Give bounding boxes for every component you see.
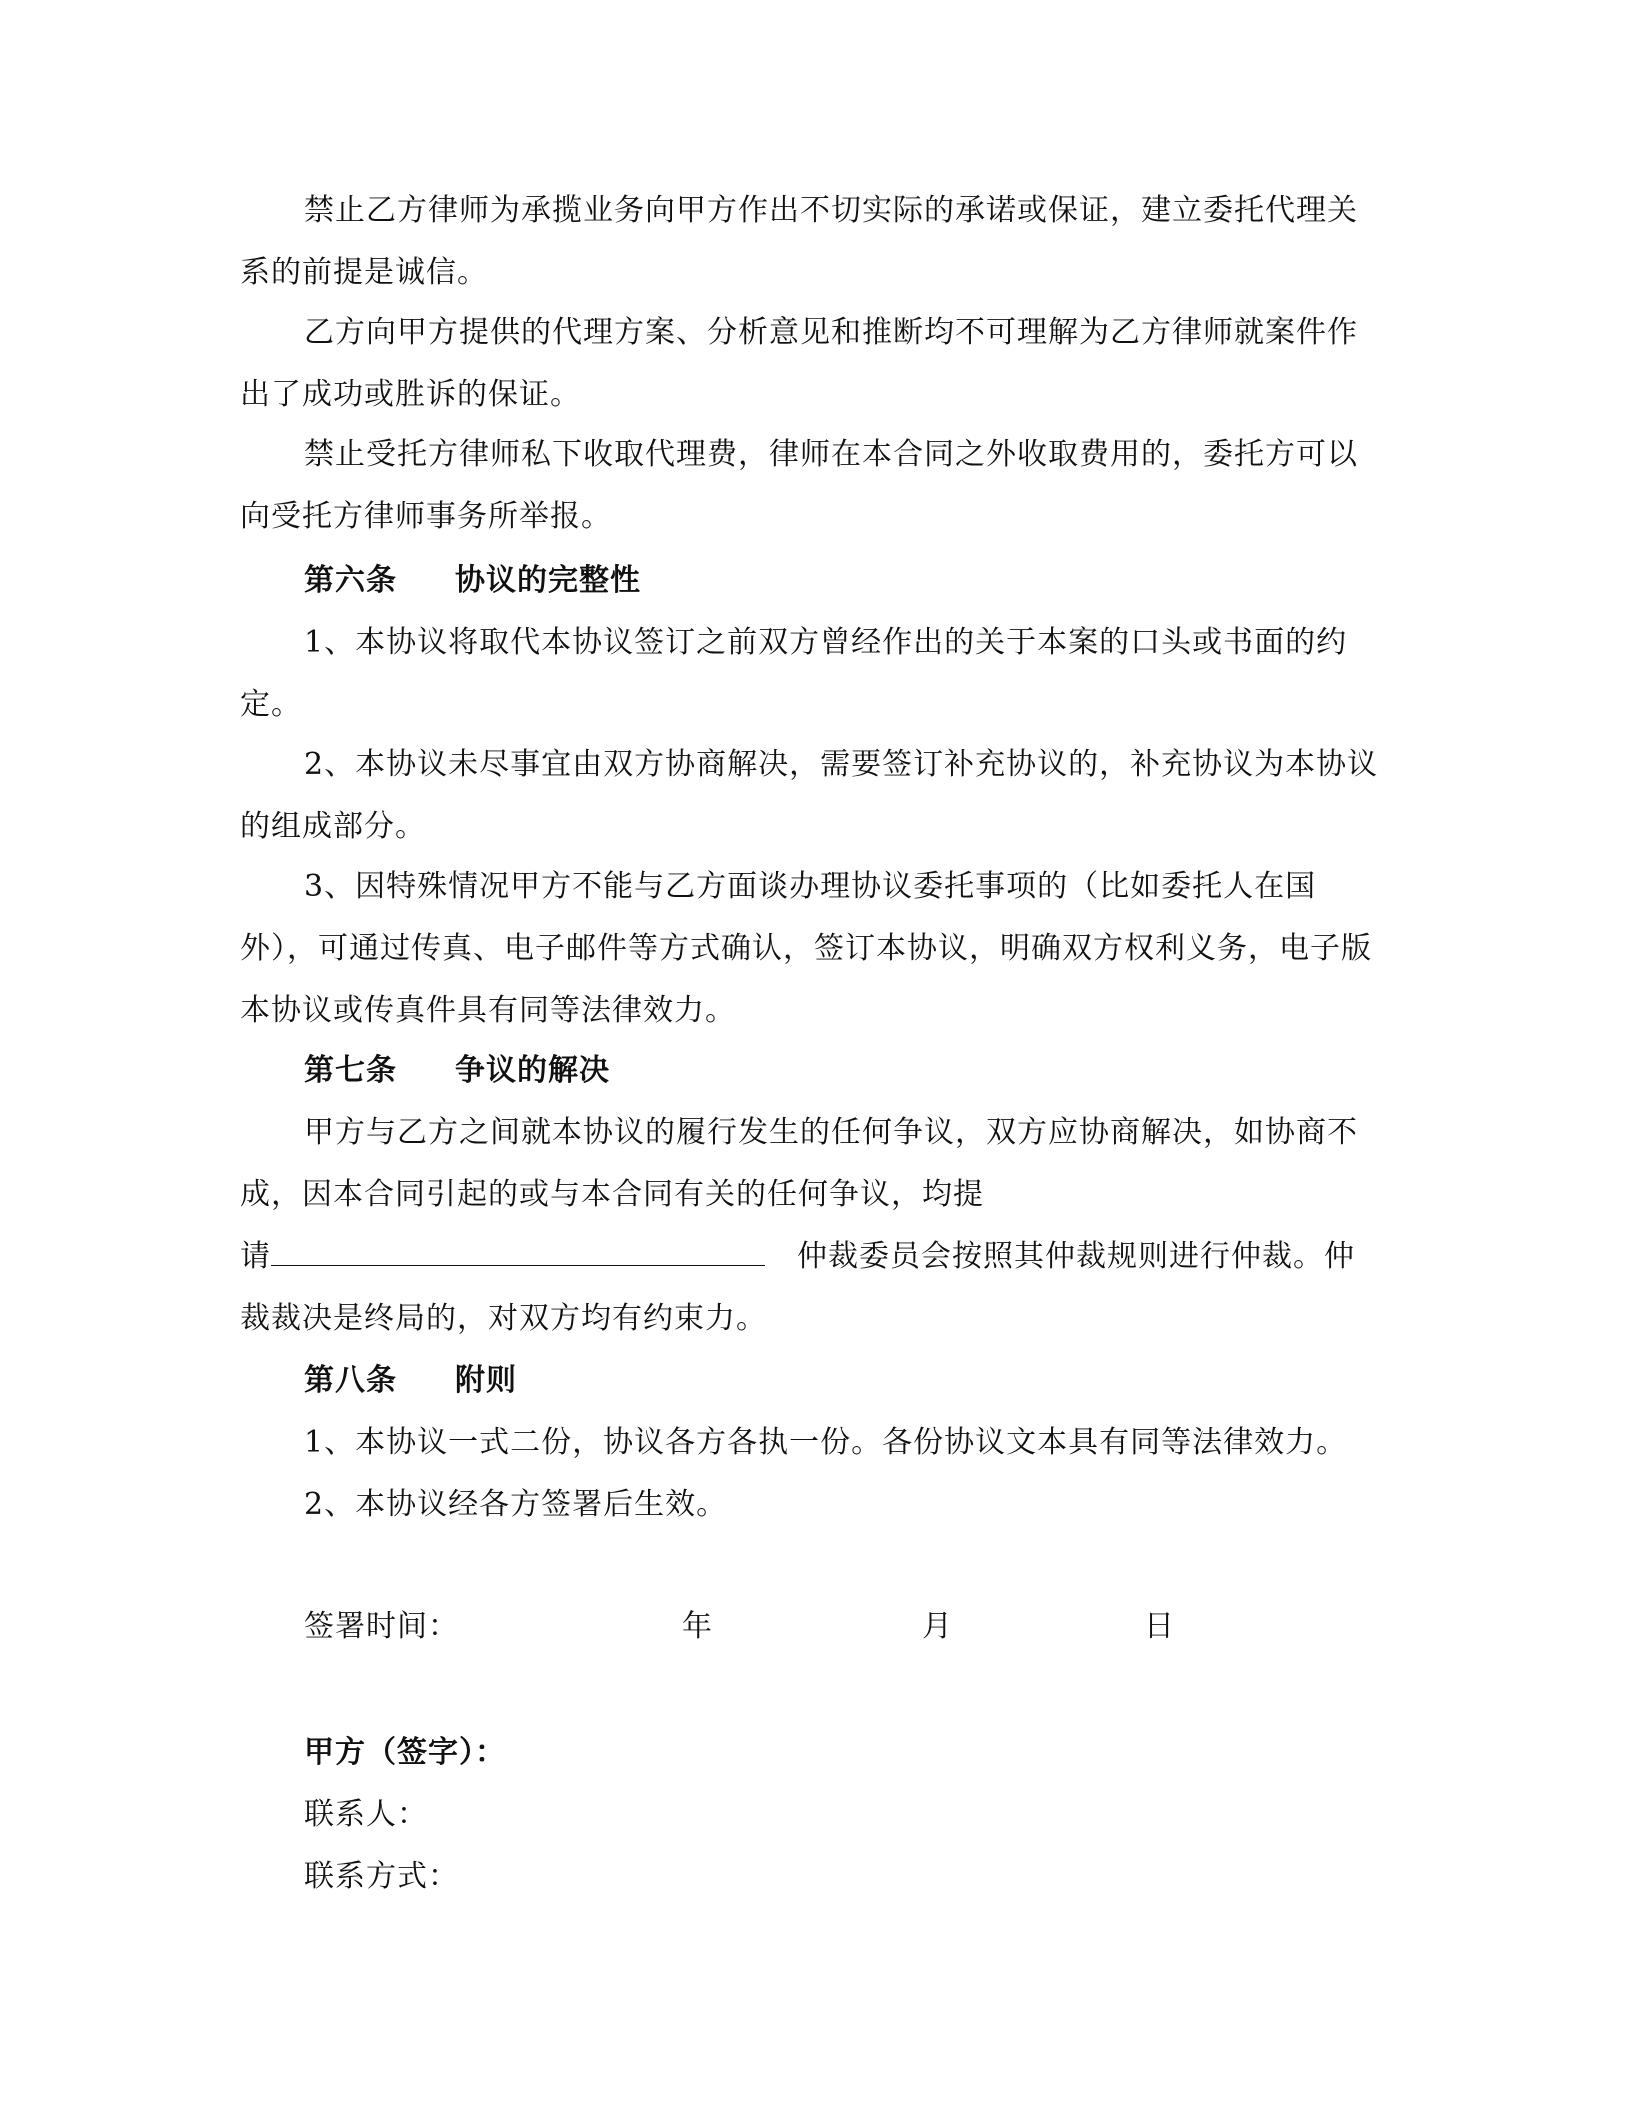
article-6-item-1: 1、本协议将取代本协议签订之前双方曾经作出的关于本案的口头或书面的约定。 (240, 625, 1348, 722)
article-7-prefix: 请 (240, 1239, 271, 1274)
article-6-item-3: 3、因特殊情况甲方不能与乙方面谈办理协议委托事项的（比如委托人在国外），可通过传真、电子邮件等方式确认，签订本协议，明确双方权利义务，电子版本协议或传真件具有同等法律效力。 (240, 869, 1372, 1028)
article-7-title: 争议的解决 (455, 1053, 610, 1088)
article-6-item-2: 2、本协议未尽事宜由双方协商解决，需要签订补充协议的，补充协议为本协议的组成部分。 (240, 747, 1379, 844)
arbitration-committee-blank[interactable] (271, 1231, 765, 1266)
article-8-item-1: 1、本协议一式二份，协议各方各执一份。各份协议文本具有同等法律效力。 (304, 1425, 1348, 1460)
contact-person-label: 联系人： (304, 1797, 428, 1832)
article-8-title: 附则 (455, 1363, 517, 1398)
article-7-arbitration-line (240, 1226, 1355, 1288)
signing-year-label: 年 (682, 1609, 713, 1644)
contact-method-label: 联系方式： (304, 1859, 459, 1894)
paragraph-no-false-promises: 禁止乙方律师为承揽业务向甲方作出不切实际的承诺或保证，建立委托代理关系的前提是诚信。 (240, 193, 1358, 290)
paragraph-no-private-fees: 禁止受托方律师私下收取代理费，律师在本合同之外收取费用的，委托方可以向受托方律师事务所举报。 (240, 437, 1358, 534)
article-6-title: 协议的完整性 (455, 563, 641, 598)
article-8-item-2: 2、本协议经各方签署后生效。 (304, 1487, 728, 1522)
article-7-text-1: 甲方与乙方之间就本协议的履行发生的任何争议，双方应协商解决，如协商不成，因本合同引起的或与本合同有关的任何争议，均提 (240, 1115, 1358, 1212)
party-a-signature-label: 甲方（签字）： (304, 1735, 506, 1770)
article-8-heading (304, 1350, 517, 1412)
article-8-number: 第八条 (304, 1363, 397, 1398)
paragraph-no-guarantee: 乙方向甲方提供的代理方案、分析意见和推断均不可理解为乙方律师就案件作出了成功或胜诉的保证。 (240, 315, 1358, 412)
article-7-text-2: 仲裁委员会按照其仲裁规则进行仲裁。仲 (797, 1239, 1355, 1274)
article-7-text-3: 裁裁决是终局的，对双方均有约束力。 (240, 1301, 767, 1336)
article-6-heading (304, 550, 641, 612)
article-6-number: 第六条 (304, 563, 397, 598)
signing-day-label: 日 (1144, 1609, 1175, 1644)
article-7-heading (304, 1040, 610, 1102)
article-7-number: 第七条 (304, 1053, 397, 1088)
signing-month-label: 月 (922, 1609, 953, 1644)
signing-date-label: 签署时间： (304, 1609, 459, 1644)
